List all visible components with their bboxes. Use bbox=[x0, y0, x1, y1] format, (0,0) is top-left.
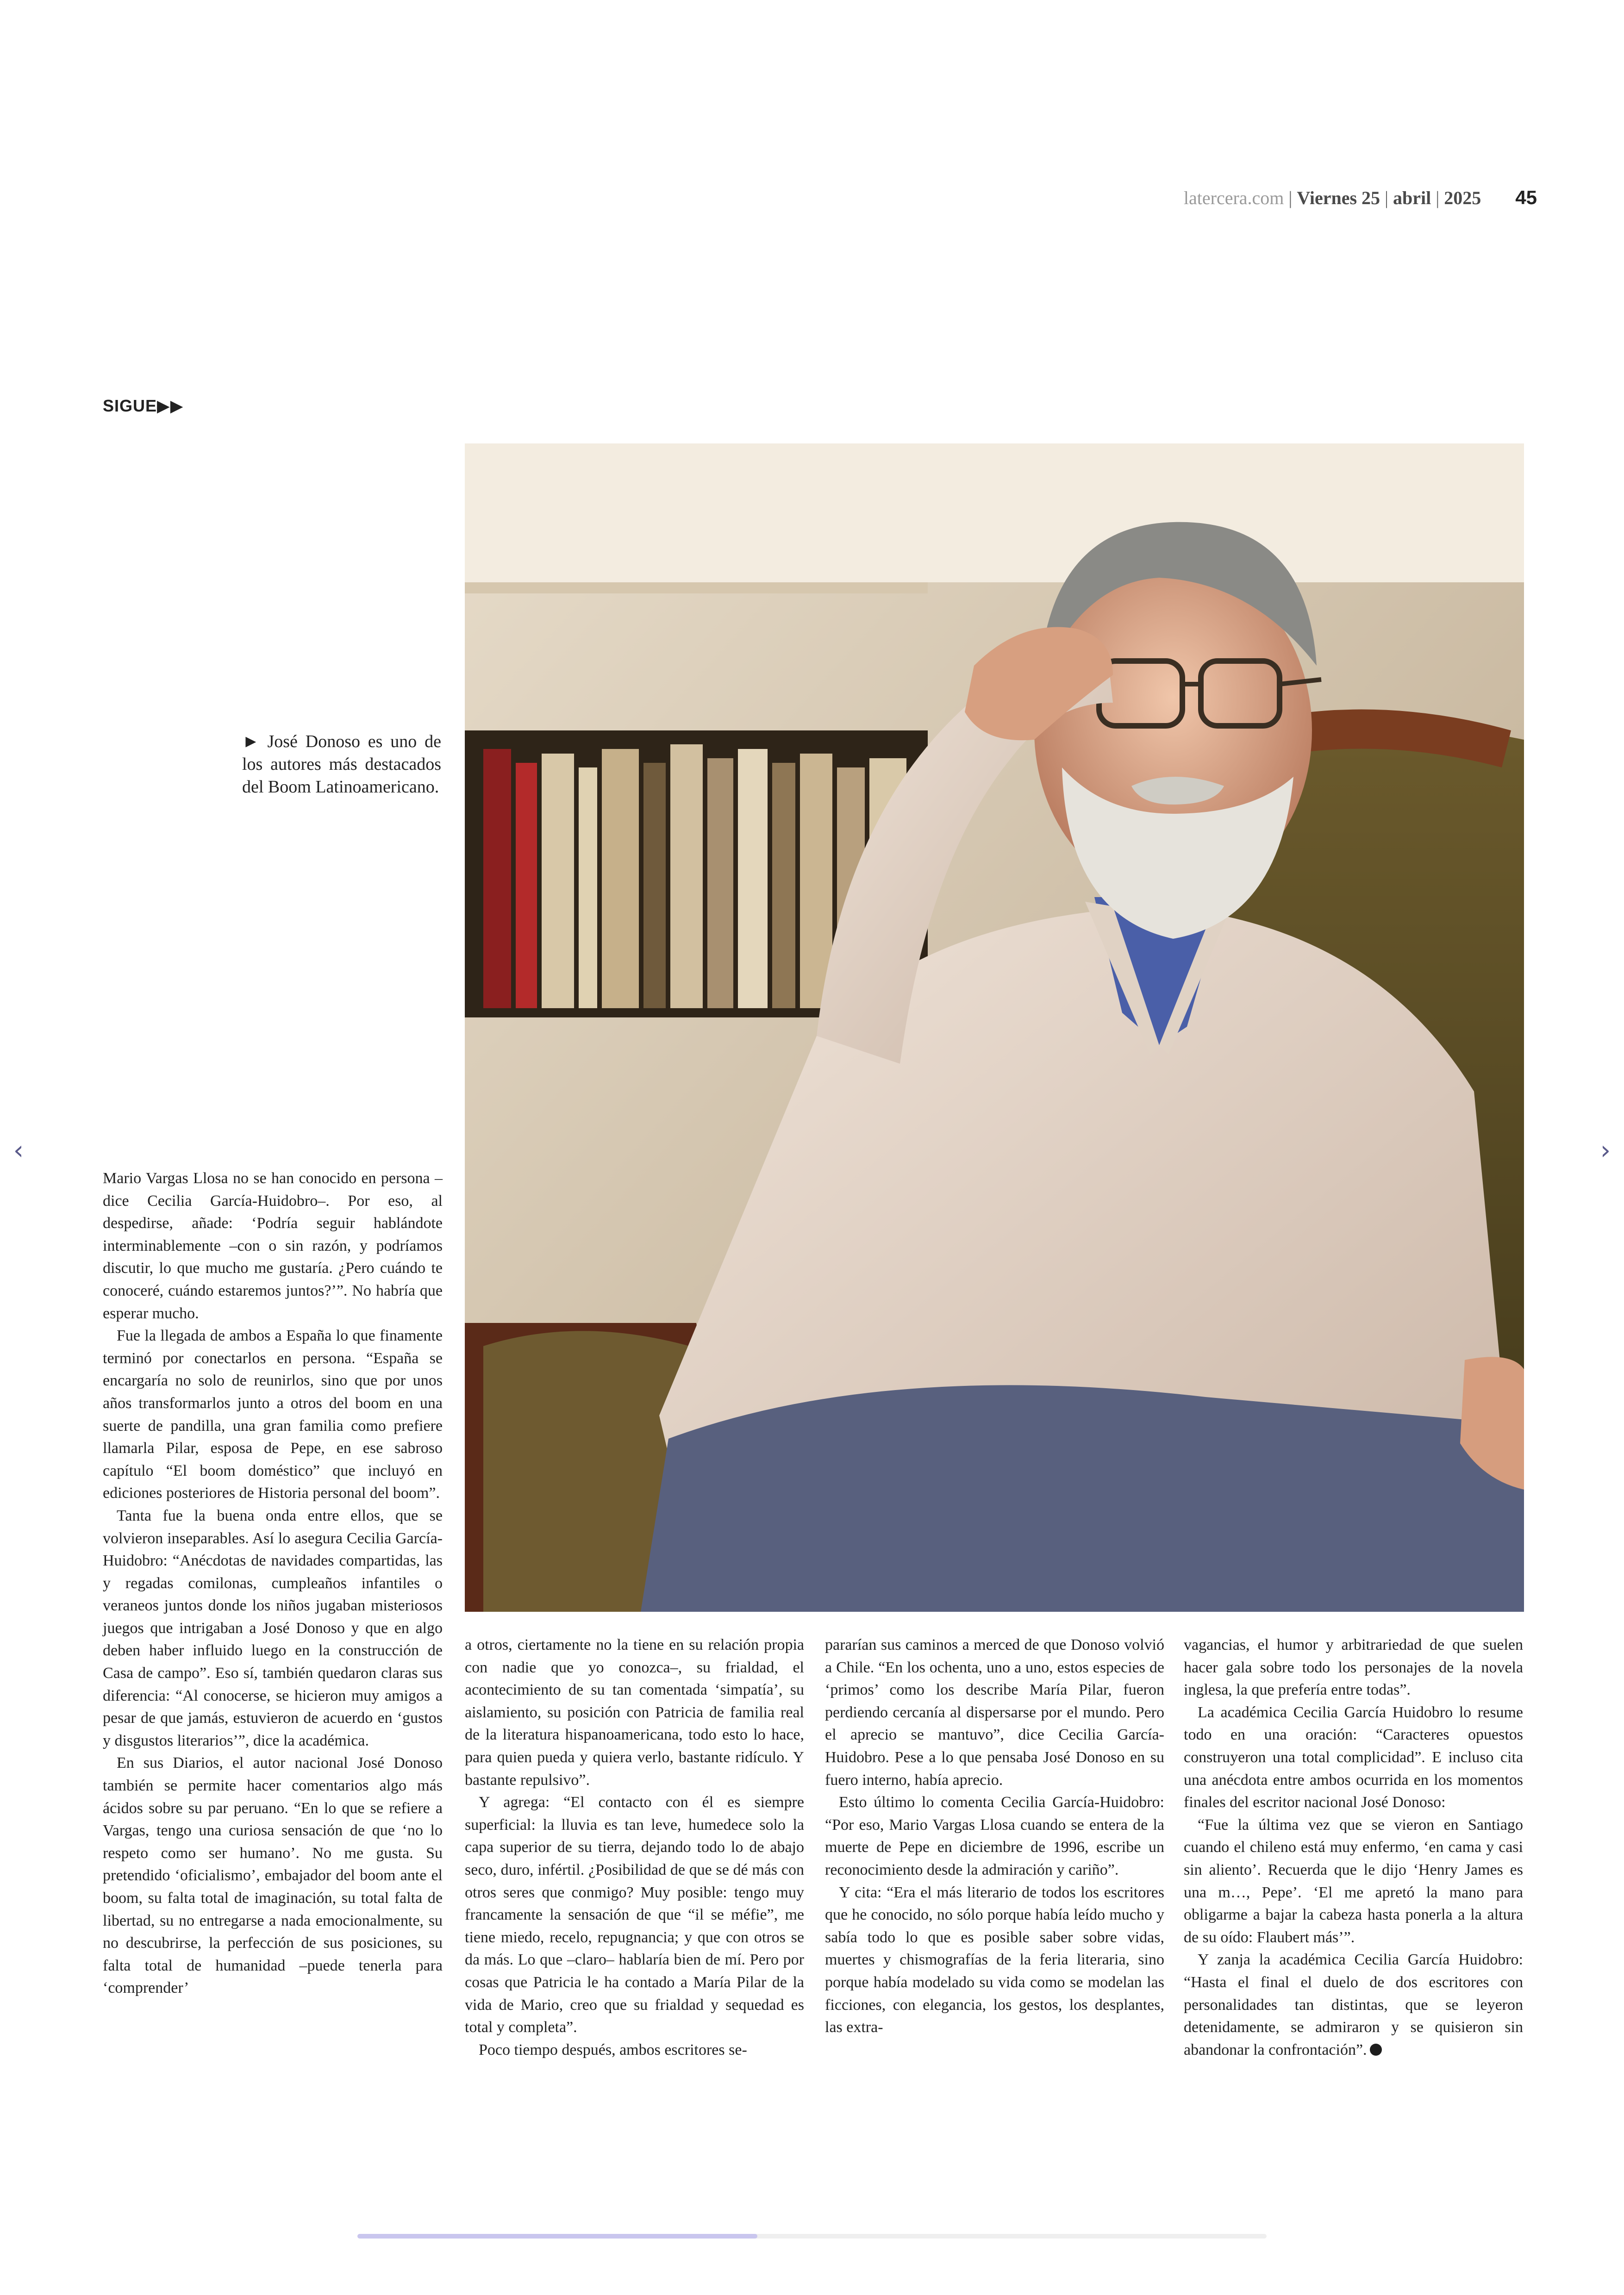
article-column-1 bbox=[103, 1167, 443, 2000]
paragraph: Fue la llegada de ambos a España lo que finamente terminó por conectarlos en persona. “España se encargaría no solo de reunirlos, sino que por unos años transformarlos junto a otros del boom en una suerte de pandilla, una gran familia como prefiere llamarla Pilar, esposa de Pepe, en ese sabroso capítulo “El boom doméstico” que incluyó en ediciones posteriores de Historia personal del boom”. bbox=[103, 1327, 443, 1502]
caption-text: José Donoso es uno de los autores más destacados del Boom Latinoamericano. bbox=[242, 732, 441, 797]
paragraph: pararían sus caminos a merced de que Donoso volvió a Chile. “En los ochenta, uno a uno, estos especies de ‘primos’ como los describe María Pilar, fueron perdiendo cercanía al dispersarse por el mundo. Pero el aprecio se mantuvo”, dice Cecilia García-Huidobro. Pese a lo que pensaba José Donoso en su fuero interno, había aprecio. bbox=[825, 1636, 1164, 1789]
triangle-right-icon: ► bbox=[242, 732, 260, 751]
header-weekday: Viernes 25 bbox=[1297, 187, 1380, 208]
page-number: 45 bbox=[1515, 187, 1537, 208]
page-header: latercera.com | Viernes 25 | abril | 2025 45 bbox=[1183, 187, 1537, 208]
portrait-photo bbox=[465, 443, 1524, 1612]
paragraph-last: Y zanja la académica Cecilia García Huidobro: “Hasta el final el duelo de dos escritores con personalidades tan distintas, que se leyeron detenidamente, se admiraron y se quisieron sin abandonar la confrontación”. bbox=[1184, 1951, 1523, 2058]
portrait-illustration bbox=[465, 443, 1524, 1612]
double-arrow-right-icon: ▶▶ bbox=[157, 396, 184, 415]
scrollbar-thumb[interactable] bbox=[357, 2234, 757, 2239]
chevron-right-icon[interactable]: › bbox=[1600, 1135, 1611, 1166]
paragraph: Y agrega: “El contacto con él es siempre superficial: la lluvia es tan leve, humedece solo la capa superior de su tierra, dejando todo lo de abajo seco, duro, infértil. ¿Posibilidad de que se dé más con otros seres que conmigo? Muy posible: tengo muy francamente la sensación de que “il se méfie”, me tiene miedo, recelo, repugnancia; y que con otros se da más. Lo que –claro– hablaría bien de mí. Pero por cosas que Patricia le ha contado a María Pilar de la vida de Mario, creo que su frialdad y sequedad es total y completa”. bbox=[465, 1794, 804, 2036]
paragraph: Poco tiempo después, ambos escritores se- bbox=[479, 2041, 747, 2058]
paragraph: La académica Cecilia García Huidobro lo resume todo en una oración: “Caracteres opuestos construyeron una total complicidad”. E incluso cita una anécdota entre ambos ocurrida en los momentos finales del escritor nacional José Donoso: bbox=[1184, 1703, 1523, 1811]
header-month: abril bbox=[1393, 187, 1431, 208]
horizontal-scrollbar[interactable] bbox=[357, 2234, 1267, 2239]
article-column-4 bbox=[1184, 1634, 1523, 2061]
paragraph: Tanta fue la buena onda entre ellos, que se volvieron inseparables. Así lo asegura Cecilia García-Huidobro: “Anécdotas de navidades compartidas, las y regadas comilonas, cumpleaños infantiles o veraneos juntos donde los niños jugaban misteriosos juegos que intrigaban a José Donoso y que en algo deben haber influido luego en la construcción de Casa de campo”. Eso sí, también quedaron claras sus diferencia: “Al conocerse, se hicieron muy amigos a pesar de que jamás, estuvieron de acuerdo en ‘gustos y disgustos literarios’”, dice la académica. bbox=[103, 1507, 443, 1749]
photo-caption bbox=[242, 730, 441, 798]
end-mark-icon bbox=[1370, 2044, 1382, 2056]
paragraph: a otros, ciertamente no la tiene en su relación propia con nadie que yo conozca–, su frialdad, el acontecimiento de su tan comentada ‘simpatía’, su aislamiento, su posición con Patricia de familia real de la literatura hispanoamericana, todo esto lo hace, para quien pueda y quiera verlo, bastante ridículo. Y bastante repulsivo”. bbox=[465, 1636, 804, 1789]
paragraph: “Fue la última vez que se vieron en Santiago cuando el chileno está muy enfermo, ‘en cama y casi sin aliento’. Recuerda que le dijo ‘Henry James es una m…, Pepe’. ‘El me apretó la mano para obligarme a bajar la cabeza hasta ponerla a la altura de su oído: Flaubert más’”. bbox=[1184, 1816, 1523, 1946]
site-name[interactable]: latercera.com bbox=[1183, 187, 1284, 208]
paragraph: vagancias, el humor y arbitrariedad de que suelen hacer gala sobre todo los personajes de la novela inglesa, la que prefería entre todas”. bbox=[1184, 1636, 1523, 1699]
paragraph: Mario Vargas Llosa no se han conocido en persona –dice Cecilia García-Huidobro–. Por eso, al despedirse, añade: ‘Podría seguir hablándote interminablemente –con o sin razón, y podríamos discutir, lo que mucho me gustaría. ¿Pero cuándo te conoceré, cuándo estaremos juntos?’”. No habría que esperar mucho. bbox=[103, 1170, 443, 1322]
header-year: 2025 bbox=[1444, 187, 1481, 208]
paragraph: En sus Diarios, el autor nacional José Donoso también se permite hacer comentarios algo más ácidos sobre su par peruano. “En lo que se refiere a Vargas, tengo una curiosa sensación de que ‘no lo respeto como ser humano’. No me gusta. Su pretendido ‘oficialismo’, embajador del boom ante el boom, su falta total de imaginación, su total falta de libertad, su no entregarse a nada emocionalmente, su no descubrirse, la perfección de sus posiciones, su falta total de humanidad –puede tenerla para ‘comprender’ bbox=[103, 1754, 443, 1997]
paragraph: Esto último lo comenta Cecilia García-Huidobro: “Por eso, Mario Vargas Llosa cuando se entera de la muerte de Pepe en diciembre de 1996, escribe un reconocimiento desde la admiración y cariño”. bbox=[825, 1794, 1164, 1878]
sigue-label: SIGUE▶▶ bbox=[103, 396, 184, 415]
article-column-2 bbox=[465, 1634, 804, 2061]
chevron-left-icon[interactable]: ‹ bbox=[13, 1135, 24, 1166]
article-column-3 bbox=[825, 1634, 1164, 2039]
paragraph: Y cita: “Era el más literario de todos los escritores que he conocido, no sólo porque había leído mucho y sabía todo lo que es posible saber sobre vidas, muertes y chismografías de la feria literaria, sino porque había modelado su vida como se modelan las ficciones, con elegancia, los gestos, los desplantes, las extra- bbox=[825, 1883, 1164, 2036]
